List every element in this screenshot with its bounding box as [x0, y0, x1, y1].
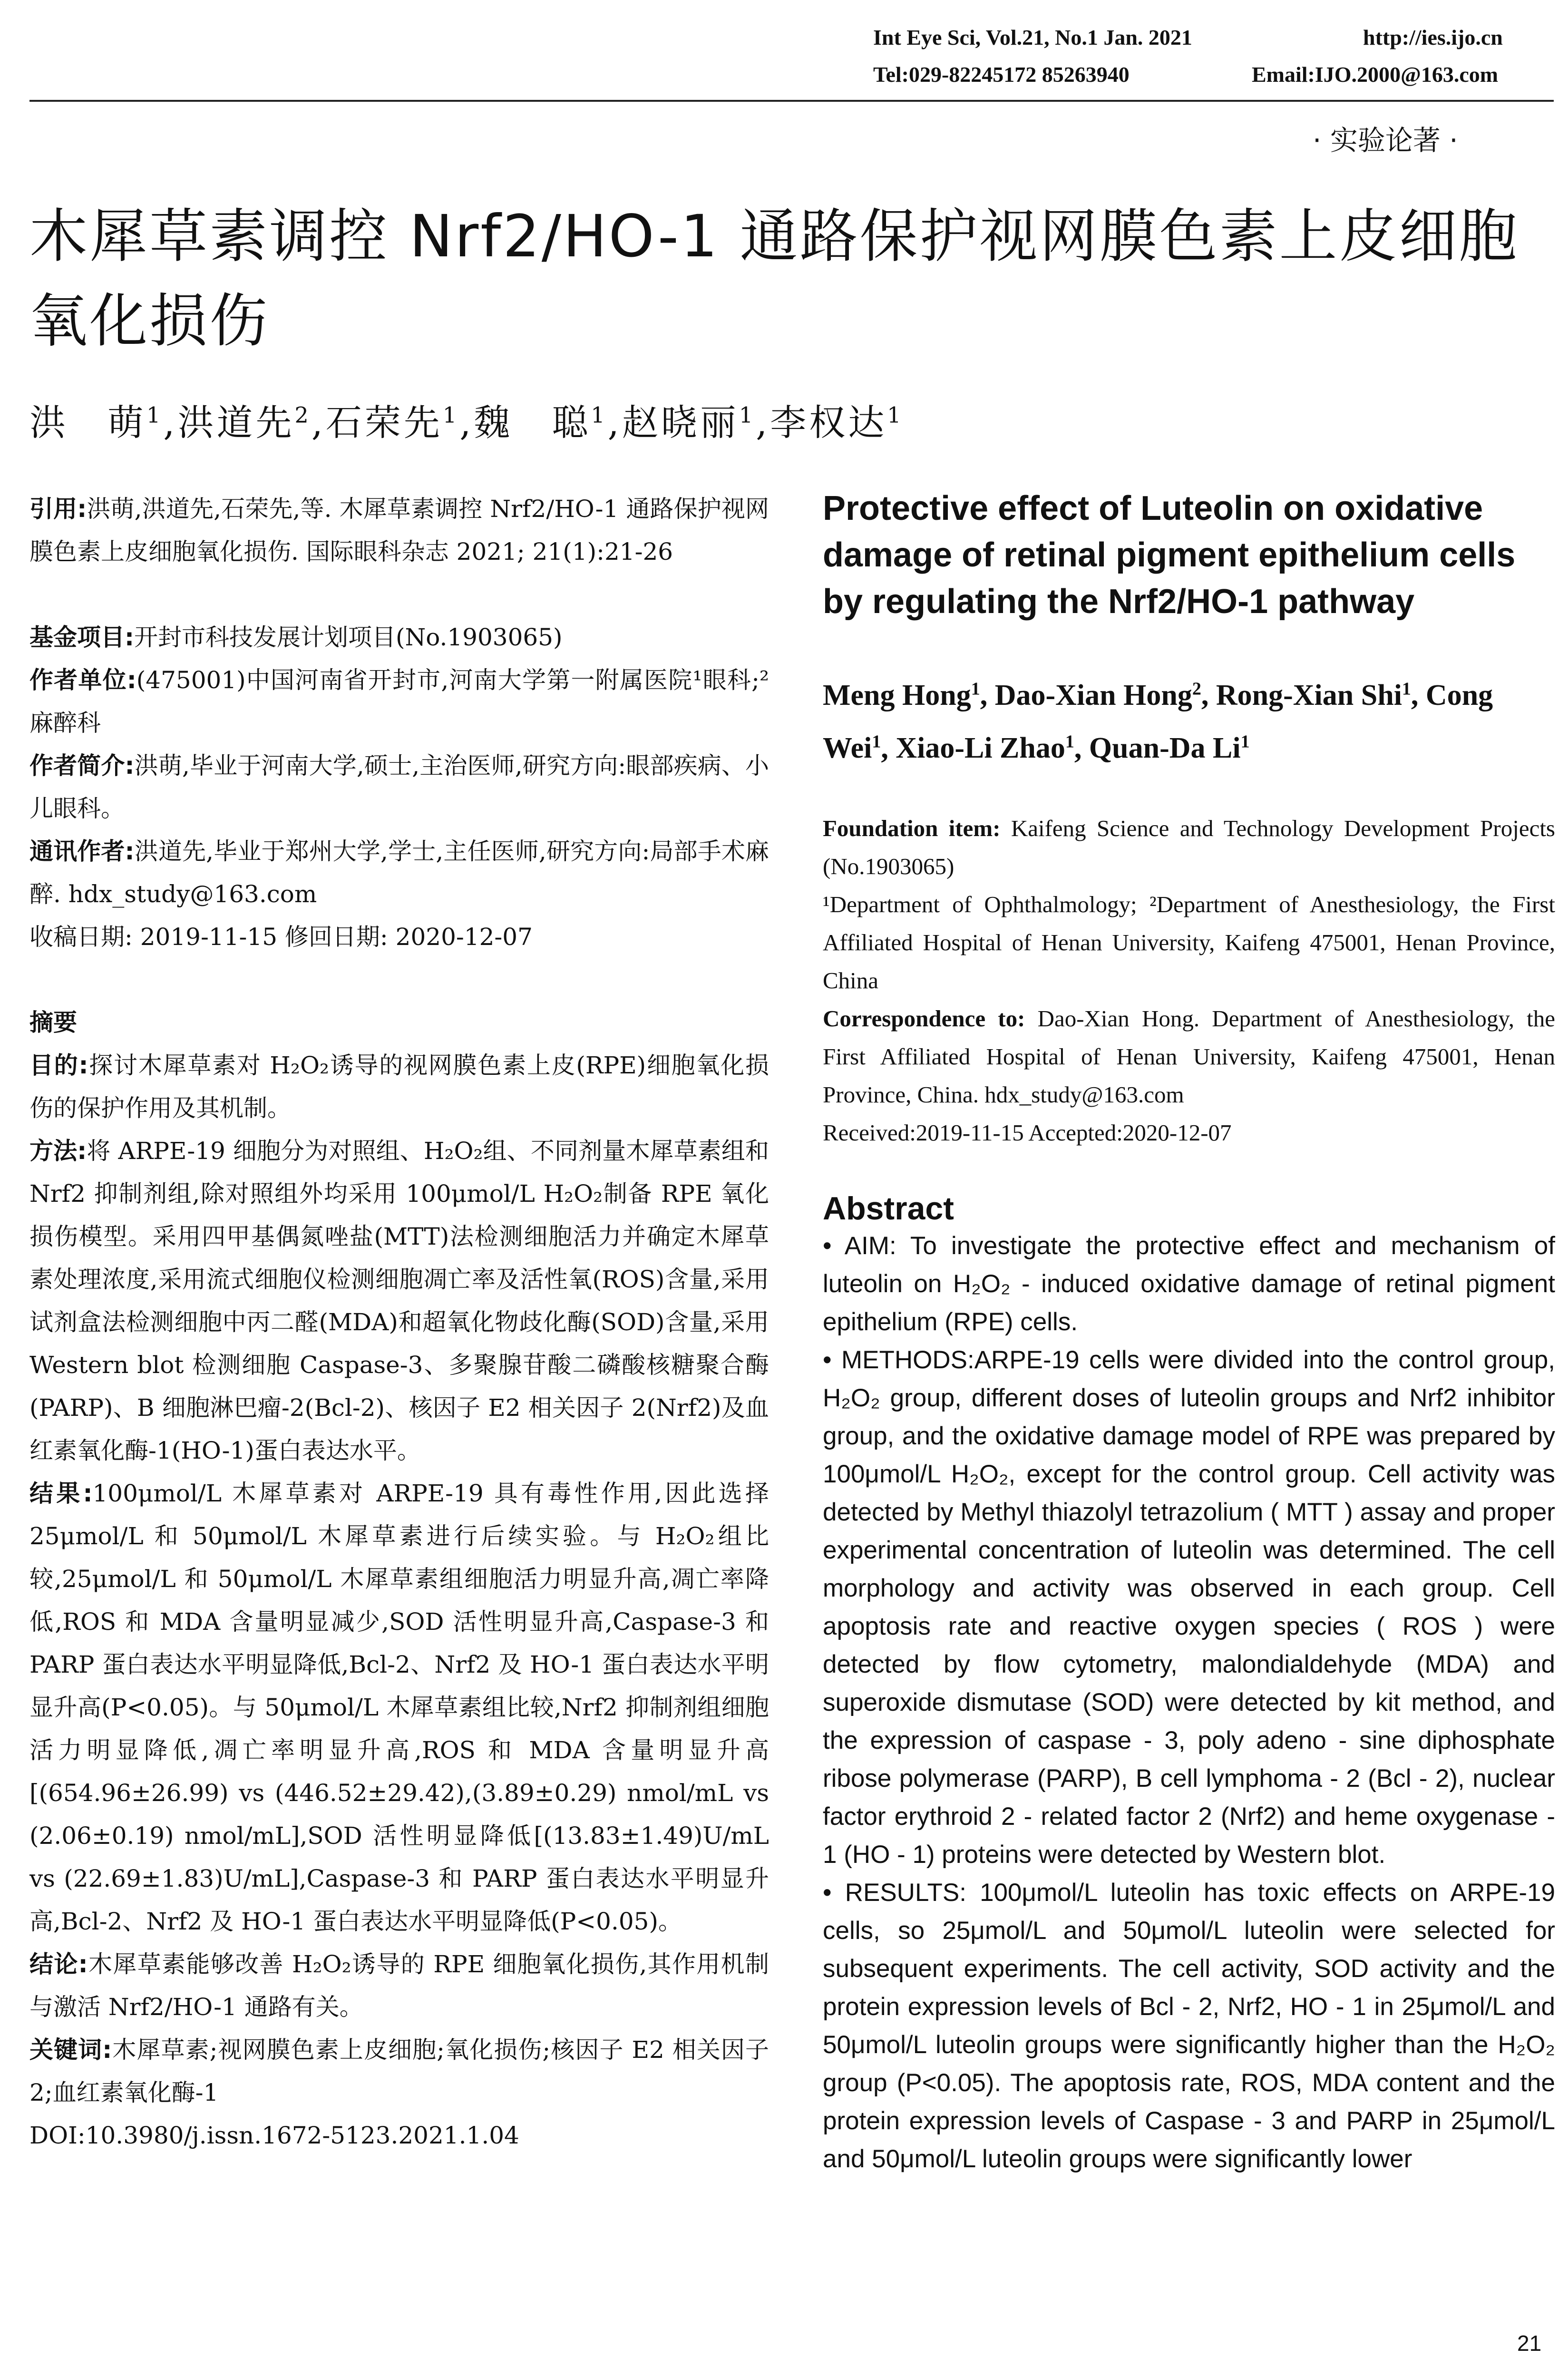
english-title: Protective effect of Luteolin on oxidative damage of retinal pigment epithelium cells by regulating the Nrf2/HO-1 pathway	[823, 489, 1516, 621]
author-cn: 魏 聪$^1$	[474, 401, 608, 444]
dates-cn: 收稿日期: 2019-11-15 修回日期: 2020-12-07	[29, 923, 533, 951]
author-cn: 洪道先$^2$	[177, 401, 312, 444]
author-en: Quan-Da Li$^1$	[1089, 731, 1250, 765]
title-line-2: 氧化损伤	[29, 287, 269, 355]
header-rule	[29, 100, 1554, 102]
authors-cn: 洪 萌$^1$,洪道先$^2$,石荣先$^1$,魏 聪$^1$,赵晓丽$^1$,李权达$^1$	[29, 401, 904, 444]
abstract-conclusion-cn: 结论:木犀草素能够改善 H₂O₂诱导的 RPE 细胞氧化损伤,其作用机制与激活 Nrf2/HO-1 通路有关。	[29, 1950, 769, 2021]
abstract-results-cn: 结果:100μmol/L 木犀草素对 ARPE-19 具有毒性作用,因此选择 25μmol/L 和 50μmol/L 木犀草素进行后续实验。与 H₂O₂组比较,25μmol/L 和 50μmol/L 木犀草素组细胞活力明显升高,凋亡率降低,ROS 和 MDA 含量明显减少,SOD 活性明显升高,Caspase-3 和 PARP 蛋白表达水平明显降低,Bcl-2、Nrf2 及 HO-1 蛋白表达水平明显升高(P<0.05)。与 50μmol/L 木犀草素组比较,Nrf2 抑制剂组细胞活力明显降低,凋亡率明显升高,ROS 和 MDA 含量明显升高[(654.96±26.99) vs (446.52±29.42),(3.89±0.29) nmol/mL vs (2.06±0.19) nmol/mL],SOD 活性明显降低[(13.83±1.49)U/mL vs (22.69±1.83)U/mL],Caspase-3 和 PARP 蛋白表达水平明显升高,Bcl-2、Nrf2 及 HO-1 蛋白表达水平明显降低(P<0.05)。	[29, 1480, 769, 1935]
corresponding-author: 通讯作者:洪道先,毕业于郑州大学,学士,主任医师,研究方向:局部手术麻醉. hdx_study@163.com	[29, 838, 769, 908]
right-column	[823, 485, 1555, 2178]
author-en: Meng Hong$^1$	[823, 679, 980, 711]
abstract-methods-cn: 方法:将 ARPE-19 细胞分为对照组、H₂O₂组、不同剂量木犀草素组和 Nrf2 抑制剂组,除对照组外均采用 100μmol/L H₂O₂制备 RPE 氧化损伤模型。采用四甲基偶氮唑盐(MTT)法检测细胞活力并确定木犀草素处理浓度,采用流式细胞仪检测细胞凋亡率及活性氧(ROS)含量,采用试剂盒法检测细胞中丙二醛(MDA)和超氧化物歧化酶(SOD)含量,采用 Western blot 检测细胞 Caspase-3、多聚腺苷酸二磷酸核糖聚合酶(PARP)、B 细胞淋巴瘤-2(Bcl-2)、核因子 E2 相关因子 2(Nrf2)及血红素氧化酶-1(HO-1)蛋白表达水平。	[29, 1137, 769, 1464]
abstract-methods-en: • METHODS:ARPE-19 cells were divided into the control group, H₂O₂ group, different doses of luteolin groups and Nrf2 inhibitor group, and the oxidative damage model of RPE was prepared by 100μmol/L H₂O₂, except for the control group. Cell activity was detected by Methyl thiazolyl tetrazolium ( MTT ) assay and proper experimental concentration of luteolin was determined. The cell morphology and activity was observed in each group. Cell apoptosis rate and reactive oxygen species ( ROS ) were detected by flow cytometry, malondialdehyde (MDA) and superoxide dismutase (SOD) were detected by kit method, and the expression of caspase - 3, poly adeno - sine diphosphate ribose polymerase (PARP), B cell lymphoma - 2 (Bcl - 2), nuclear factor erythroid 2 - related factor 2 (Nrf2) and heme oxygenase - 1 (HO - 1) proteins were detected by Western blot.	[823, 1346, 1555, 1869]
author-cn: 石荣先$^1$	[325, 401, 460, 444]
keywords-cn: 关键词:木犀草素;视网膜色素上皮细胞;氧化损伤;核因子 E2 相关因子 2;血红素氧化酶-1	[29, 2036, 769, 2106]
journal-tel: Tel:029-82245172 85263940	[873, 62, 1130, 87]
authors-en: Meng Hong$^1$, Dao-Xian Hong$^2$, Rong-Xian Shi$^1$, Cong Wei$^1$, Xiao-Li Zhao$^1$, Quan-Da Li$^1$	[823, 679, 1493, 765]
journal-url[interactable]: http://ies.ijo.cn	[1363, 25, 1503, 49]
abstract-results-en: • RESULTS: 100μmol/L luteolin has toxic effects on ARPE-19 cells, so 25μmol/L and 50μmol/L luteolin were selected for subsequent experiments. The cell activity, SOD activity and the protein expression levels of Bcl - 2, Nrf2, HO - 1 in 25μmol/L and 50μmol/L luteolin groups were significantly higher than the H₂O₂ group (P<0.05). The apoptosis rate, ROS, MDA content and the protein expression levels of Caspase - 3 and PARP in 25μmol/L and 50μmol/L luteolin groups were significantly lower	[823, 1879, 1555, 2173]
journal-info: Int Eye Sci, Vol.21, No.1 Jan. 2021	[873, 25, 1192, 49]
abstract-aim-cn: 目的:探讨木犀草素对 H₂O₂诱导的视网膜色素上皮(RPE)细胞氧化损伤的保护作用及其机制。	[29, 1052, 769, 1122]
affiliation-en: ¹Department of Ophthalmology; ²Department of Anesthesiology, the First Affiliated Hospital of Henan University, Kaifeng 475001, Henan Province, China	[823, 891, 1555, 994]
left-column	[29, 487, 769, 2157]
abstract-heading-en: Abstract	[823, 1190, 954, 1227]
abstract-heading-cn: 摘要	[29, 1009, 77, 1036]
author-en: Cong Wei$^1$	[823, 679, 1493, 765]
author-en: Xiao-Li Zhao$^1$	[896, 731, 1074, 765]
correspondence-en: Correspondence to: Dao-Xian Hong. Department of Anesthesiology, the First Affiliated Hospital of Henan University, Kaifeng 475001, Henan Province, China. hdx_study@163.com	[823, 1005, 1556, 1108]
author-cn: 赵晓丽$^1$	[622, 401, 756, 444]
fund-item: 基金项目:开封市科技发展计划项目(No.1903065)	[29, 623, 563, 651]
abstract-aim-en: • AIM: To investigate the protective effect and mechanism of luteolin on H₂O₂ - induced oxidative damage of retinal pigment epithelium (RPE) cells.	[823, 1232, 1555, 1336]
page-title	[29, 194, 1561, 363]
author-unit: 作者单位:(475001)中国河南省开封市,河南大学第一附属医院¹眼科;²麻醉科	[29, 666, 769, 737]
author-cn: 李权达$^1$	[770, 401, 904, 444]
author-cn: 洪 萌$^1$	[29, 401, 164, 444]
foundation-item: Foundation item: Kaifeng Science and Technology Development Projects (No.1903065)	[823, 815, 1556, 880]
title-line-1: 木犀草素调控 Nrf2/HO-1 通路保护视网膜色素上皮细胞	[29, 203, 1519, 270]
author-en: Dao-Xian Hong$^2$	[994, 679, 1201, 711]
section-tag: · 实验论著 ·	[1313, 124, 1458, 156]
citation: 引用:洪萌,洪道先,石荣先,等. 木犀草素调控 Nrf2/HO-1 通路保护视网膜色素上皮细胞氧化损伤. 国际眼科杂志 2021; 21(1):21-26	[29, 495, 769, 565]
doi[interactable]: DOI:10.3980/j.issn.1672-5123.2021.1.04	[29, 2122, 519, 2149]
received-accepted: Received:2019-11-15 Accepted:2020-12-07	[823, 1120, 1232, 1146]
journal-email[interactable]: Email:IJO.2000@163.com	[1252, 62, 1499, 87]
page-number: 21	[1517, 2331, 1542, 2356]
author-en: Rong-Xian Shi$^1$	[1216, 679, 1411, 711]
author-bio: 作者简介:洪萌,毕业于河南大学,硕士,主治医师,研究方向:眼部疾病、小儿眼科。	[29, 752, 769, 822]
